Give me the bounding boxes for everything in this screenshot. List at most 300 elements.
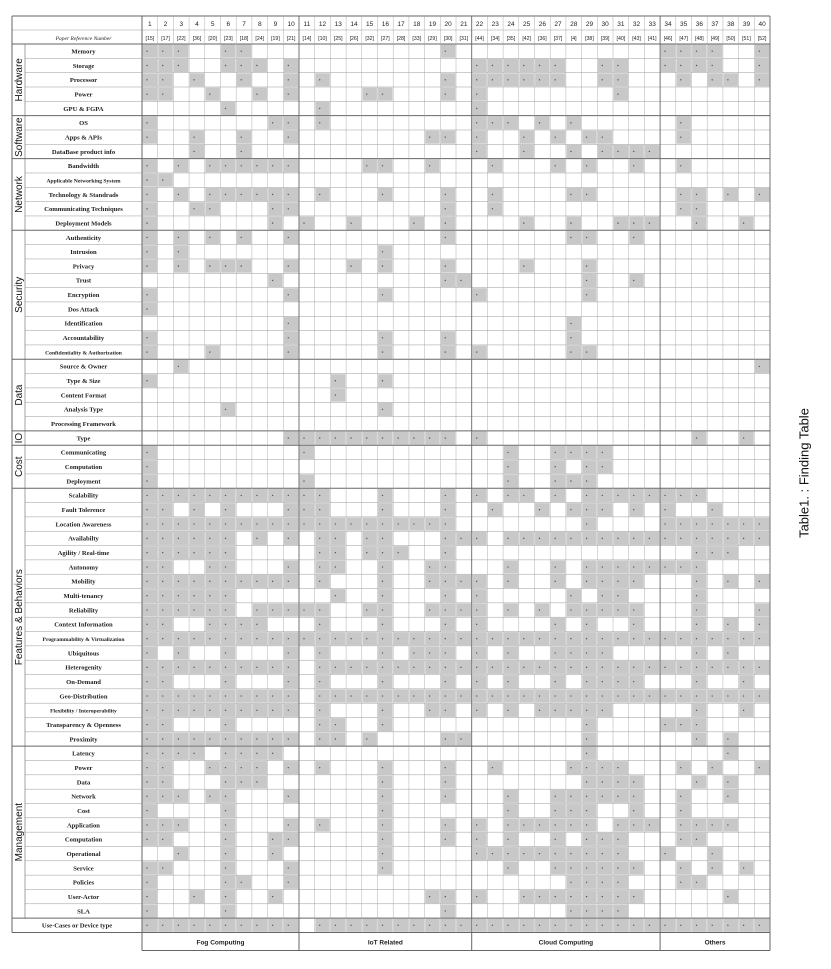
finding-cell-marked	[598, 661, 613, 674]
finding-cell-marked	[519, 919, 534, 932]
finding-dot	[727, 925, 728, 926]
finding-dot	[602, 781, 603, 782]
finding-cell-marked	[143, 489, 158, 502]
finding-cell-marked	[504, 833, 519, 846]
finding-cell-marked	[268, 833, 283, 846]
finding-cell-marked	[661, 532, 676, 545]
group-label: IoT Related	[367, 939, 403, 947]
finding-cell-marked	[676, 861, 691, 874]
finding-cell-marked	[614, 847, 629, 860]
finding-dot	[382, 380, 383, 381]
finding-cell-marked	[755, 603, 770, 616]
finding-dot	[617, 695, 618, 696]
column-number: 35	[680, 21, 688, 28]
finding-dot	[146, 237, 147, 238]
finding-cell-marked	[582, 503, 597, 516]
finding-cell-marked	[629, 603, 644, 616]
finding-dot	[617, 79, 618, 80]
finding-dot	[225, 495, 226, 496]
finding-dot	[507, 538, 508, 539]
finding-cell-marked	[190, 202, 205, 215]
finding-dot	[476, 710, 477, 711]
finding-dot	[523, 151, 524, 152]
finding-dot	[146, 695, 147, 696]
paper-reference: [15]	[145, 36, 155, 42]
finding-dot	[602, 867, 603, 868]
finding-cell-marked	[284, 188, 299, 201]
finding-dot	[303, 222, 304, 223]
finding-cell-marked	[472, 589, 487, 602]
finding-dot	[335, 566, 336, 567]
finding-cell-marked	[441, 603, 456, 616]
finding-dot	[178, 251, 179, 252]
finding-cell-marked	[425, 890, 440, 903]
finding-cell-marked	[582, 575, 597, 588]
finding-cell-marked	[143, 876, 158, 889]
finding-dot	[241, 194, 242, 195]
finding-cell-marked	[253, 747, 268, 760]
finding-dot	[586, 767, 587, 768]
finding-cell-marked	[582, 260, 597, 273]
finding-cell-marked	[645, 632, 660, 645]
finding-dot	[555, 810, 556, 811]
finding-dot	[680, 538, 681, 539]
finding-cell-marked	[331, 532, 346, 545]
finding-cell-marked	[174, 689, 189, 702]
finding-cell-marked	[614, 560, 629, 573]
finding-cell-marked	[551, 675, 566, 688]
finding-dot	[319, 538, 320, 539]
finding-dot	[507, 466, 508, 467]
finding-cell-marked	[143, 818, 158, 831]
finding-dot	[759, 638, 760, 639]
finding-dot	[664, 695, 665, 696]
finding-dot	[241, 710, 242, 711]
finding-cell-marked	[143, 560, 158, 573]
finding-cell-marked	[504, 847, 519, 860]
finding-dot	[382, 681, 383, 682]
finding-dot	[209, 495, 210, 496]
column-number: 9	[273, 21, 278, 28]
finding-dot	[162, 595, 163, 596]
finding-cell-marked	[158, 589, 173, 602]
finding-cell-marked	[268, 704, 283, 717]
finding-dot	[586, 753, 587, 754]
finding-cell-marked	[472, 575, 487, 588]
finding-dot	[162, 552, 163, 553]
finding-cell-marked	[519, 59, 534, 72]
finding-cell-marked	[598, 675, 613, 688]
finding-dot	[507, 667, 508, 668]
finding-cell-marked	[174, 704, 189, 717]
finding-cell-marked	[190, 661, 205, 674]
category-label: Features & Behaviors	[14, 569, 25, 666]
finding-dot	[319, 122, 320, 123]
finding-cell-marked	[582, 560, 597, 573]
finding-dot	[319, 638, 320, 639]
finding-cell-marked	[441, 790, 456, 803]
finding-cell-marked	[582, 675, 597, 688]
finding-dot	[507, 695, 508, 696]
paper-reference: [35]	[506, 36, 516, 42]
finding-dot	[413, 437, 414, 438]
finding-dot	[492, 79, 493, 80]
finding-dot	[382, 165, 383, 166]
finding-dot	[162, 839, 163, 840]
finding-dot	[288, 839, 289, 840]
finding-dot	[303, 609, 304, 610]
finding-cell-marked	[441, 532, 456, 545]
finding-dot	[288, 882, 289, 883]
finding-cell-marked	[315, 718, 330, 731]
finding-cell-marked	[410, 919, 425, 932]
finding-cell-marked	[394, 689, 409, 702]
column-number: 31	[617, 21, 625, 28]
finding-cell-marked	[221, 603, 236, 616]
row-label: Accountability	[62, 335, 105, 343]
finding-dot	[178, 925, 179, 926]
finding-dot	[225, 581, 226, 582]
finding-dot	[445, 566, 446, 567]
finding-dot	[476, 595, 477, 596]
finding-cell-marked	[614, 145, 629, 158]
finding-dot	[633, 624, 634, 625]
finding-dot	[570, 323, 571, 324]
finding-cell-marked	[143, 346, 158, 359]
finding-cell-marked	[158, 174, 173, 187]
finding-cell-marked	[237, 59, 252, 72]
finding-dot	[586, 925, 587, 926]
finding-cell-marked	[567, 919, 582, 932]
row-label: Mobility	[71, 578, 96, 586]
row-label: Policies	[72, 879, 95, 887]
finding-cell-marked	[143, 45, 158, 58]
finding-cell-marked	[582, 732, 597, 745]
finding-cell-marked	[221, 403, 236, 416]
finding-dot	[335, 667, 336, 668]
finding-cell-marked	[378, 675, 393, 688]
finding-dot	[586, 667, 587, 668]
finding-cell-marked	[441, 818, 456, 831]
finding-cell-marked	[629, 618, 644, 631]
finding-cell-marked	[724, 188, 739, 201]
finding-dot	[382, 509, 383, 510]
finding-dot	[539, 638, 540, 639]
finding-dot	[429, 652, 430, 653]
finding-cell-marked	[174, 575, 189, 588]
finding-dot	[633, 538, 634, 539]
column-number: 37	[711, 21, 719, 28]
finding-dot	[241, 781, 242, 782]
finding-dot	[241, 925, 242, 926]
finding-dot	[727, 695, 728, 696]
finding-dot	[696, 824, 697, 825]
finding-cell-marked	[629, 661, 644, 674]
row-label: Availabilty	[68, 535, 99, 543]
finding-dot	[178, 824, 179, 825]
finding-cell-marked	[661, 919, 676, 932]
finding-cell-marked	[174, 45, 189, 58]
finding-dot	[476, 93, 477, 94]
finding-dot	[319, 724, 320, 725]
finding-dot	[178, 609, 179, 610]
finding-dot	[162, 566, 163, 567]
finding-cell-marked	[441, 618, 456, 631]
finding-cell-marked	[158, 747, 173, 760]
finding-cell-marked	[472, 646, 487, 659]
finding-cell-marked	[724, 73, 739, 86]
finding-dot	[680, 867, 681, 868]
finding-cell-marked	[143, 675, 158, 688]
finding-dot	[366, 738, 367, 739]
finding-dot	[727, 824, 728, 825]
finding-dot	[146, 624, 147, 625]
finding-cell-marked	[205, 532, 220, 545]
finding-cell-marked	[158, 689, 173, 702]
finding-dot	[445, 595, 446, 596]
finding-cell-marked	[425, 603, 440, 616]
row-label: Ubiquitous	[67, 650, 100, 658]
finding-dot	[602, 595, 603, 596]
finding-dot	[696, 495, 697, 496]
finding-dot	[570, 667, 571, 668]
finding-dot	[162, 523, 163, 524]
column-number: 7	[242, 21, 246, 28]
finding-dot	[586, 294, 587, 295]
finding-cell-marked	[284, 317, 299, 330]
finding-cell-marked	[143, 904, 158, 917]
finding-cell-marked	[551, 575, 566, 588]
finding-cell-marked	[535, 603, 550, 616]
finding-dot	[696, 552, 697, 553]
finding-cell-marked	[488, 632, 503, 645]
finding-cell-marked	[221, 818, 236, 831]
finding-dot	[476, 652, 477, 653]
finding-dot	[586, 609, 587, 610]
finding-cell-marked	[190, 145, 205, 158]
finding-cell-marked	[535, 116, 550, 129]
finding-cell-marked	[708, 59, 723, 72]
finding-cell-marked	[331, 374, 346, 387]
finding-dot	[272, 667, 273, 668]
finding-cell-marked	[268, 847, 283, 860]
finding-cell-marked	[300, 503, 315, 516]
row-label: Processing Framework	[51, 421, 116, 429]
finding-cell-marked	[331, 732, 346, 745]
finding-cell-marked	[582, 761, 597, 774]
finding-cell-marked	[504, 532, 519, 545]
finding-cell-marked	[190, 603, 205, 616]
finding-cell-marked	[598, 460, 613, 473]
finding-cell-marked	[504, 489, 519, 502]
finding-dot	[586, 781, 587, 782]
finding-dot	[617, 925, 618, 926]
finding-dot	[555, 65, 556, 66]
finding-dot	[445, 767, 446, 768]
finding-cell-marked	[143, 618, 158, 631]
finding-dot	[523, 925, 524, 926]
finding-dot	[146, 753, 147, 754]
finding-cell-marked	[676, 517, 691, 530]
finding-dot	[727, 753, 728, 754]
finding-dot	[335, 538, 336, 539]
row-label: Data	[76, 779, 91, 787]
finding-cell-marked	[441, 775, 456, 788]
finding-cell-marked	[143, 575, 158, 588]
finding-cell-marked	[535, 689, 550, 702]
finding-dot	[602, 136, 603, 137]
finding-dot	[288, 122, 289, 123]
finding-cell-marked	[457, 919, 472, 932]
finding-dot	[586, 237, 587, 238]
finding-dot	[664, 509, 665, 510]
finding-dot	[664, 638, 665, 639]
finding-dot	[523, 896, 524, 897]
finding-cell-marked	[205, 88, 220, 101]
row-label: Autonomy	[68, 564, 99, 572]
finding-dot	[350, 925, 351, 926]
finding-cell-marked	[378, 489, 393, 502]
finding-dot	[146, 824, 147, 825]
finding-dot	[712, 552, 713, 553]
finding-dot	[617, 824, 618, 825]
column-number: 29	[585, 21, 594, 28]
finding-dot	[193, 710, 194, 711]
finding-dot	[350, 265, 351, 266]
finding-cell-marked	[253, 88, 268, 101]
finding-dot	[539, 925, 540, 926]
finding-dot	[193, 667, 194, 668]
finding-dot	[633, 509, 634, 510]
finding-dot	[335, 552, 336, 553]
finding-dot	[617, 151, 618, 152]
finding-dot	[539, 79, 540, 80]
finding-cell-marked	[253, 489, 268, 502]
finding-cell-marked	[488, 202, 503, 215]
finding-cell-marked	[441, 432, 456, 445]
finding-cell-marked	[535, 503, 550, 516]
finding-cell-marked	[143, 804, 158, 817]
finding-dot	[193, 595, 194, 596]
finding-dot	[759, 79, 760, 80]
finding-dot	[193, 896, 194, 897]
finding-dot	[288, 351, 289, 352]
row-label: GPU & FGPA	[63, 105, 104, 113]
finding-dot	[555, 480, 556, 481]
finding-cell-marked	[174, 661, 189, 674]
finding-cell-marked	[237, 131, 252, 144]
row-label: Analysis Type	[63, 406, 104, 414]
finding-dot	[225, 853, 226, 854]
finding-cell-marked	[268, 274, 283, 287]
finding-cell-marked	[598, 761, 613, 774]
finding-cell-marked	[708, 45, 723, 58]
finding-cell-marked	[441, 761, 456, 774]
finding-dot	[288, 796, 289, 797]
finding-dot	[633, 495, 634, 496]
finding-cell-marked	[394, 517, 409, 530]
finding-cell-marked	[284, 59, 299, 72]
finding-dot	[319, 767, 320, 768]
finding-cell-marked	[567, 603, 582, 616]
finding-dot	[350, 667, 351, 668]
finding-dot	[146, 681, 147, 682]
finding-dot	[617, 93, 618, 94]
finding-dot	[743, 437, 744, 438]
finding-cell-marked	[378, 775, 393, 788]
finding-cell-marked	[284, 603, 299, 616]
finding-dot	[319, 437, 320, 438]
paper-reference: [49]	[710, 36, 720, 42]
finding-dot	[225, 667, 226, 668]
paper-reference: [14]	[302, 36, 312, 42]
finding-cell-marked	[692, 603, 707, 616]
finding-cell-marked	[378, 532, 393, 545]
finding-dot	[476, 896, 477, 897]
finding-cell-marked	[174, 919, 189, 932]
finding-cell-marked	[472, 102, 487, 115]
row-label: Type & Size	[66, 378, 101, 386]
finding-cell-marked	[378, 188, 393, 201]
finding-cell-marked	[519, 689, 534, 702]
finding-cell-marked	[237, 73, 252, 86]
column-number: 14	[350, 21, 358, 28]
finding-dot	[476, 695, 477, 696]
finding-dot	[445, 896, 446, 897]
finding-dot	[602, 667, 603, 668]
finding-dot	[288, 237, 289, 238]
finding-cell-marked	[582, 861, 597, 874]
finding-dot	[523, 667, 524, 668]
finding-dot	[570, 767, 571, 768]
finding-dot	[162, 710, 163, 711]
finding-dot	[633, 781, 634, 782]
paper-reference: [32]	[365, 36, 374, 42]
finding-cell-marked	[268, 188, 283, 201]
finding-cell-marked	[567, 116, 582, 129]
finding-dot	[617, 638, 618, 639]
finding-dot	[382, 781, 383, 782]
finding-dot	[586, 710, 587, 711]
finding-dot	[586, 638, 587, 639]
finding-dot	[445, 738, 446, 739]
paper-reference: [25]	[333, 36, 343, 42]
finding-cell-marked	[614, 73, 629, 86]
finding-dot	[445, 638, 446, 639]
finding-cell-marked	[174, 517, 189, 530]
column-number: 4	[195, 21, 199, 28]
finding-dot	[241, 738, 242, 739]
finding-cell-marked	[598, 73, 613, 86]
finding-dot	[476, 824, 477, 825]
finding-dot	[319, 79, 320, 80]
finding-dot	[539, 824, 540, 825]
finding-dot	[319, 824, 320, 825]
finding-cell-marked	[284, 761, 299, 774]
finding-cell-marked	[708, 847, 723, 860]
finding-dot	[162, 638, 163, 639]
finding-cell-marked	[504, 560, 519, 573]
finding-cell-marked	[284, 632, 299, 645]
finding-dot	[146, 882, 147, 883]
paper-reference: [46]	[663, 36, 673, 42]
finding-cell-marked	[174, 847, 189, 860]
finding-dot	[209, 237, 210, 238]
finding-cell-marked	[221, 618, 236, 631]
finding-dot	[602, 638, 603, 639]
finding-cell-marked	[284, 818, 299, 831]
finding-dot	[586, 867, 587, 868]
